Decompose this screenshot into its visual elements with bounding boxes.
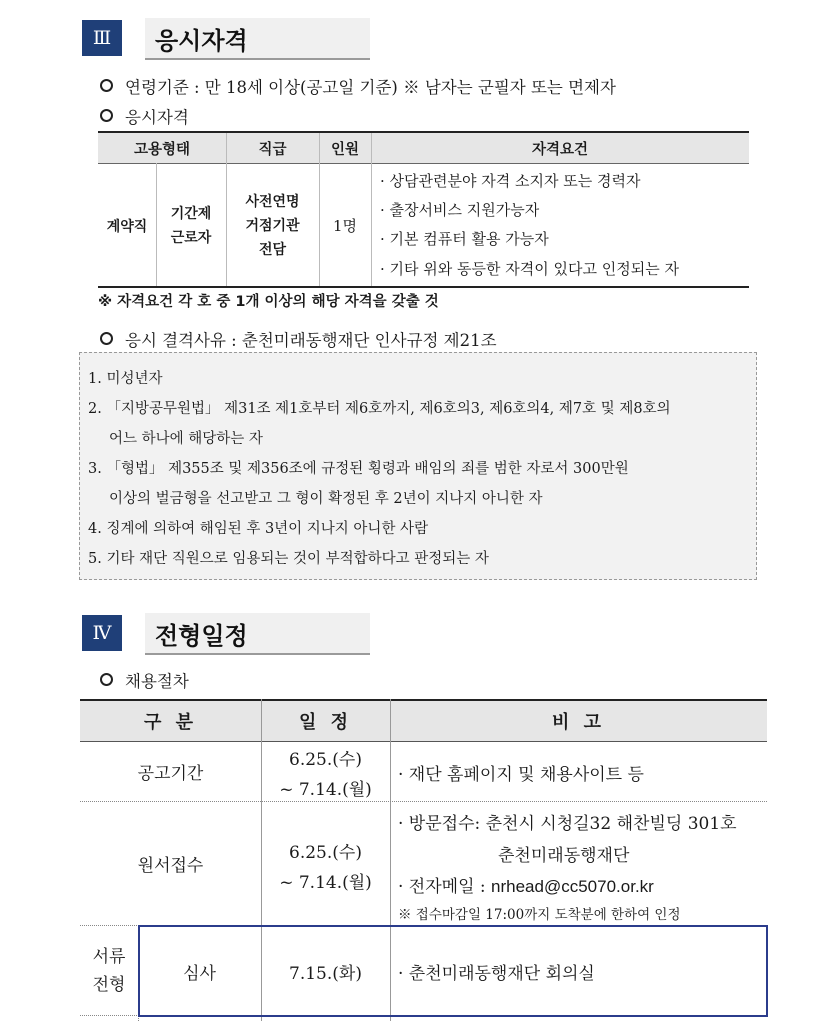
bullet-age: 연령기준 : 만 18세 이상(공고일 기준) ※ 남자는 군필자 또는 면제자 [100, 74, 616, 98]
header-headcount: 인원 [330, 141, 359, 158]
requirement-item: · 출장서비스 지원가능자 [380, 201, 540, 219]
qualification-table [98, 131, 749, 288]
schedule-date: 7.15.(화) [289, 963, 362, 984]
header-employment-type: 고용형태 [133, 141, 191, 158]
email-address: nrhead@cc5070.or.kr [491, 877, 654, 896]
remark-visit-org: 춘천미래동행재단 [498, 846, 630, 866]
requirement-item: · 기타 위와 동등한 자격이 있다고 인정되는 자 [380, 260, 679, 278]
header-schedule: 일 정 [298, 712, 353, 733]
requirements-note: ※ 자격요건 각 호 중 1개 이상의 해당 자격을 갖출 것 [98, 294, 439, 310]
disqualification-item: 이상의 벌금형을 선고받고 그 형이 확정된 후 2년이 지나지 아니한 자 [109, 491, 543, 507]
section-number-badge: Ⅲ [82, 20, 122, 56]
schedule-table-header [80, 699, 767, 742]
schedule-end: ~ 7.14.(월) [279, 872, 372, 893]
section-title: 응시자격 [145, 18, 370, 60]
disqualification-box [79, 352, 757, 580]
remark-email: · 전자메일 : nrhead@cc5070.or.kr [398, 877, 654, 897]
remark: · 춘천미래동행재단 회의실 [398, 964, 595, 984]
section-title: 전형일정 [145, 613, 370, 655]
circle-bullet-icon [100, 109, 113, 122]
remark-visit: · 방문접수: 춘천시 시청길32 해찬빌딩 301호 [398, 814, 737, 834]
section-number-badge: Ⅳ [82, 615, 122, 651]
bullet-qualification: 응시자격 [100, 104, 189, 128]
circle-bullet-icon [100, 673, 113, 686]
header-remarks: 비 고 [551, 712, 606, 733]
header-category: 구 분 [143, 712, 198, 733]
position-cell: 사전연명 거점기관 전담 [245, 193, 300, 258]
highlight-box [138, 925, 768, 1017]
disqualification-item: 4. 징계에 의하여 해임된 후 3년이 지나지 아니한 사람 [88, 521, 429, 537]
employment-type-main: 계약직 [106, 218, 148, 235]
remark: · 재단 홈페이지 및 채용사이트 등 [398, 765, 644, 785]
qualification-table-header [98, 131, 749, 164]
schedule-start: 6.25.(수) [289, 842, 362, 863]
bullet-disqualification: 응시 결격사유 : 춘천미래동행재단 인사규정 제21조 [100, 327, 497, 351]
circle-bullet-icon [100, 79, 113, 92]
disqualification-item: 2. 「지방공무원법」 제31조 제1호부터 제6호까지, 제6호의3, 제6호의4, 제7호 및 제8호의 [88, 401, 671, 417]
row-group-label: 서류 전형 [92, 947, 126, 995]
bullet-procedure: 채용절차 [100, 668, 189, 692]
requirement-item: · 기본 컴퓨터 활용 가능자 [380, 230, 549, 248]
employment-type-sub: 기간제 근로자 [170, 205, 212, 246]
schedule-end: ~ 7.14.(월) [279, 779, 372, 800]
disqualification-item: 1. 미성년자 [88, 371, 163, 387]
headcount-cell: 1명 [332, 217, 358, 235]
row-label: 심사 [183, 963, 216, 984]
header-position: 직급 [258, 141, 287, 158]
row-label: 공고기간 [137, 763, 204, 784]
disqualification-item: 어느 하나에 해당하는 자 [109, 431, 263, 447]
schedule-table [80, 699, 767, 1021]
requirement-item: · 상담관련분야 자격 소지자 또는 경력자 [380, 172, 641, 190]
disqualification-item: 5. 기타 재단 직원으로 임용되는 것이 부적합하다고 판정되는 자 [88, 551, 489, 567]
disqualification-item: 3. 「형법」 제355조 및 제356조에 규정된 횡령과 배임의 죄를 범한 자로서 300만원 [88, 461, 629, 477]
remark-deadline-note: ※ 접수마감일 17:00까지 도착분에 한하여 인정 [398, 907, 681, 923]
circle-bullet-icon [100, 332, 113, 345]
row-label: 원서접수 [137, 855, 204, 876]
header-requirements: 자격요건 [531, 141, 589, 158]
schedule-start: 6.25.(수) [289, 749, 362, 770]
